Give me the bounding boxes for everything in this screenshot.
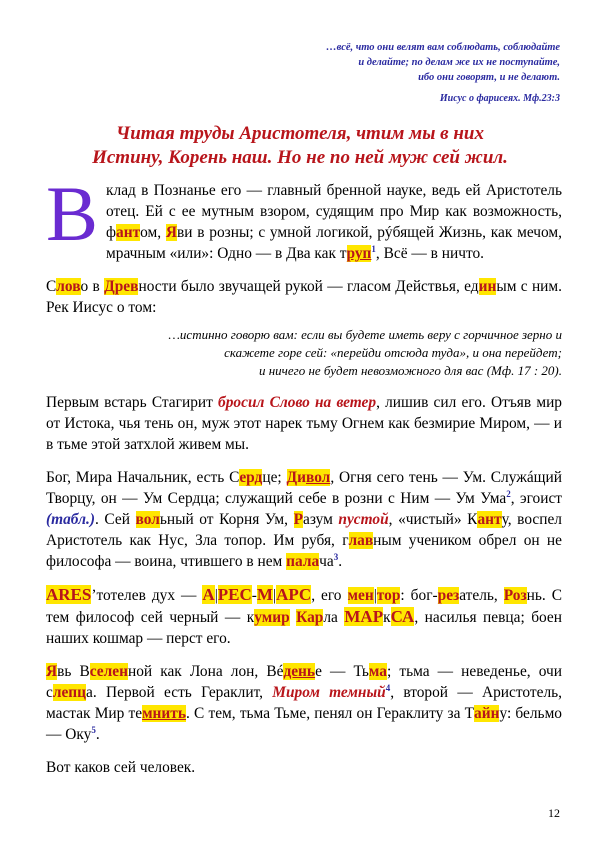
highlight: РЕС	[217, 585, 252, 604]
text-span: , эгоист	[510, 490, 562, 507]
text-span: ’тотелев дух —	[91, 587, 203, 604]
footnote-ref: 1	[371, 243, 376, 254]
paragraph-6	[46, 661, 562, 745]
separator: |	[373, 587, 377, 604]
text-span: азум	[303, 511, 339, 528]
body-text	[46, 170, 563, 790]
paragraph-7: Вот каков сей человек.	[46, 759, 196, 776]
quote-line: …истинно говорю вам: если вы будете иметь веру с горчичное зерно и	[168, 327, 562, 342]
paragraph-2	[46, 276, 562, 318]
text-span: нь. С тем философ сей черный — к	[46, 587, 563, 626]
epigraph	[140, 40, 560, 106]
paragraph-5	[46, 584, 562, 649]
text-span: : бог-	[400, 587, 438, 604]
text-span: С	[46, 278, 57, 295]
text-span: клад в Познанье его — главный бренной науке, ведь ей Аристотель отец. Ей с ее мутным взором, судящим про Мир как возможность, ф	[106, 182, 562, 241]
chapter-heading	[40, 122, 560, 170]
text-span: ом,	[140, 224, 166, 241]
highlight: ин	[478, 278, 497, 295]
highlight: АРС	[276, 585, 312, 604]
highlight: ант	[116, 224, 141, 241]
highlight: Р	[293, 511, 303, 528]
highlight: рез	[437, 587, 460, 604]
footnote-ref: 3	[333, 551, 339, 562]
highlight: Кар	[296, 609, 324, 626]
text-span: .	[338, 553, 343, 570]
text-span: . С тем, тьма Тьме, пенял он Гераклиту за Т	[186, 705, 475, 722]
epigraph-line: ибо они говорят, и не делают.	[418, 72, 560, 83]
highlight: вол	[305, 469, 331, 486]
highlight: ерд	[239, 469, 263, 486]
text-span: ча	[319, 553, 334, 570]
highlight: Древ	[104, 278, 139, 295]
highlight: айн	[474, 705, 500, 722]
separator: |	[214, 587, 218, 604]
text-span: ности было звучащей рукой — гласом Действья, ед	[138, 278, 479, 295]
text-span: , лишив сил его. Отъяв мир от Истока, чья тень он, муж этот нарек тьму Огнем как безмирие Миром, — и в тьме этой затхлой живем мы.	[46, 394, 562, 453]
text-span: у, воспел Аристотель как Нус, Зла топор. Им рубя, г	[46, 511, 562, 549]
text-span: вь В	[57, 663, 90, 680]
quote-line: скажете горе сей: «перейди отсюда туда», и она перейдет;	[224, 345, 562, 360]
text-span: .	[95, 726, 100, 743]
highlight: пала	[286, 553, 320, 570]
text-span: к	[383, 609, 391, 626]
highlight: А	[202, 585, 215, 604]
paragraph-1	[46, 170, 562, 264]
highlight: вол	[135, 511, 160, 528]
footnote-ref: 2	[506, 488, 511, 499]
text-span: , Всё — в ничто.	[375, 245, 485, 262]
highlight: ARES	[46, 585, 92, 604]
text-span: ьный от Корня Ум,	[159, 511, 294, 528]
highlight: селен	[89, 663, 128, 680]
emphasis: бросил Слово на ветер	[218, 394, 377, 411]
epigraph-line: и делайте; по делам же их не поступайте,	[358, 57, 560, 68]
epigraph-reference: Иисус о фарисеях. Мф.23:3	[439, 93, 560, 104]
text-span: Первым встарь Стагирит	[46, 394, 219, 411]
text-span: у: бельмо — Оку	[46, 705, 563, 743]
paragraph-3	[46, 392, 562, 455]
paragraph-4	[46, 467, 562, 572]
highlight: лав	[348, 532, 374, 549]
highlight: тор	[376, 587, 401, 604]
highlight: Ди	[286, 469, 306, 486]
text-span: , второй — Аристотель, мастак Мир те	[46, 684, 562, 722]
text-span: Бог, Мира Начальник, есть С	[46, 469, 240, 486]
separator: -	[251, 587, 257, 604]
text-span: , «чистый» К	[388, 511, 478, 528]
text-span: ; тьма — неведенье, очи с	[46, 663, 562, 701]
highlight: руп	[346, 245, 372, 262]
table-reference: (табл.)	[46, 511, 95, 528]
emphasis: пустой	[338, 511, 389, 528]
footnote-ref: 5	[91, 724, 96, 735]
text-span: , Огня сего тень — Ум. Служáщий Творцу, он — Ум Сердца; служащий себе в розни с Ним — Ум Ума	[46, 469, 562, 507]
highlight: ант	[477, 511, 502, 528]
quote-line: и ничего не будет невозможного для вас (Мф. 17 : 20).	[258, 363, 562, 378]
highlight: лепц	[52, 684, 87, 701]
emphasis: Миром темный	[272, 684, 386, 701]
text-span: ным учеником обрел он не философа — воина, чтившего в нем	[46, 532, 562, 570]
highlight: Я	[46, 663, 58, 680]
text-span: е — Ть	[315, 663, 369, 680]
heading-line: Читая труды Аристотеля, чтим мы в них	[116, 123, 484, 144]
text-span: . Сей	[94, 511, 136, 528]
text-span: о в	[80, 278, 105, 295]
text-span: , его	[311, 587, 348, 604]
highlight: лов	[56, 278, 81, 295]
highlight: умир	[254, 609, 290, 626]
text-span: ной как Лона лон, Вé	[127, 663, 284, 680]
footnote-ref: 4	[385, 682, 391, 693]
highlight: день	[283, 663, 316, 680]
text-span: , насилья певца; боен наших кошмар — перст его.	[46, 609, 563, 647]
text-span: це;	[262, 469, 287, 486]
highlight: Роз	[503, 587, 527, 604]
text-span: ви в розны; с умной логикой, рýбящей Жизнь, как мечом, мрачным «или»: Одно — в Два как т	[106, 224, 562, 262]
separator: |	[272, 587, 277, 604]
scripture-quote	[46, 326, 562, 380]
highlight: мен	[347, 587, 374, 604]
text-span: а. Первой есть Гераклит,	[86, 684, 273, 701]
text-span: ым с ним. Рек Иисус о том:	[46, 278, 563, 316]
highlight: СА	[390, 607, 415, 626]
heading-line: Истину, Корень наш. Но не по ней муж сей жил.	[92, 147, 508, 168]
highlight: МАР	[344, 607, 384, 626]
highlight: М	[256, 585, 273, 604]
page-number: 12	[548, 806, 560, 820]
drop-cap: В	[46, 170, 99, 257]
epigraph-line: …всё, что они велят вам соблюдать, соблюдайте	[326, 42, 560, 53]
highlight: мнить	[142, 705, 186, 722]
text-span: ла	[323, 609, 345, 626]
highlight: ма	[368, 663, 387, 680]
text-span: атель,	[459, 587, 504, 604]
highlight: Я	[165, 224, 178, 241]
